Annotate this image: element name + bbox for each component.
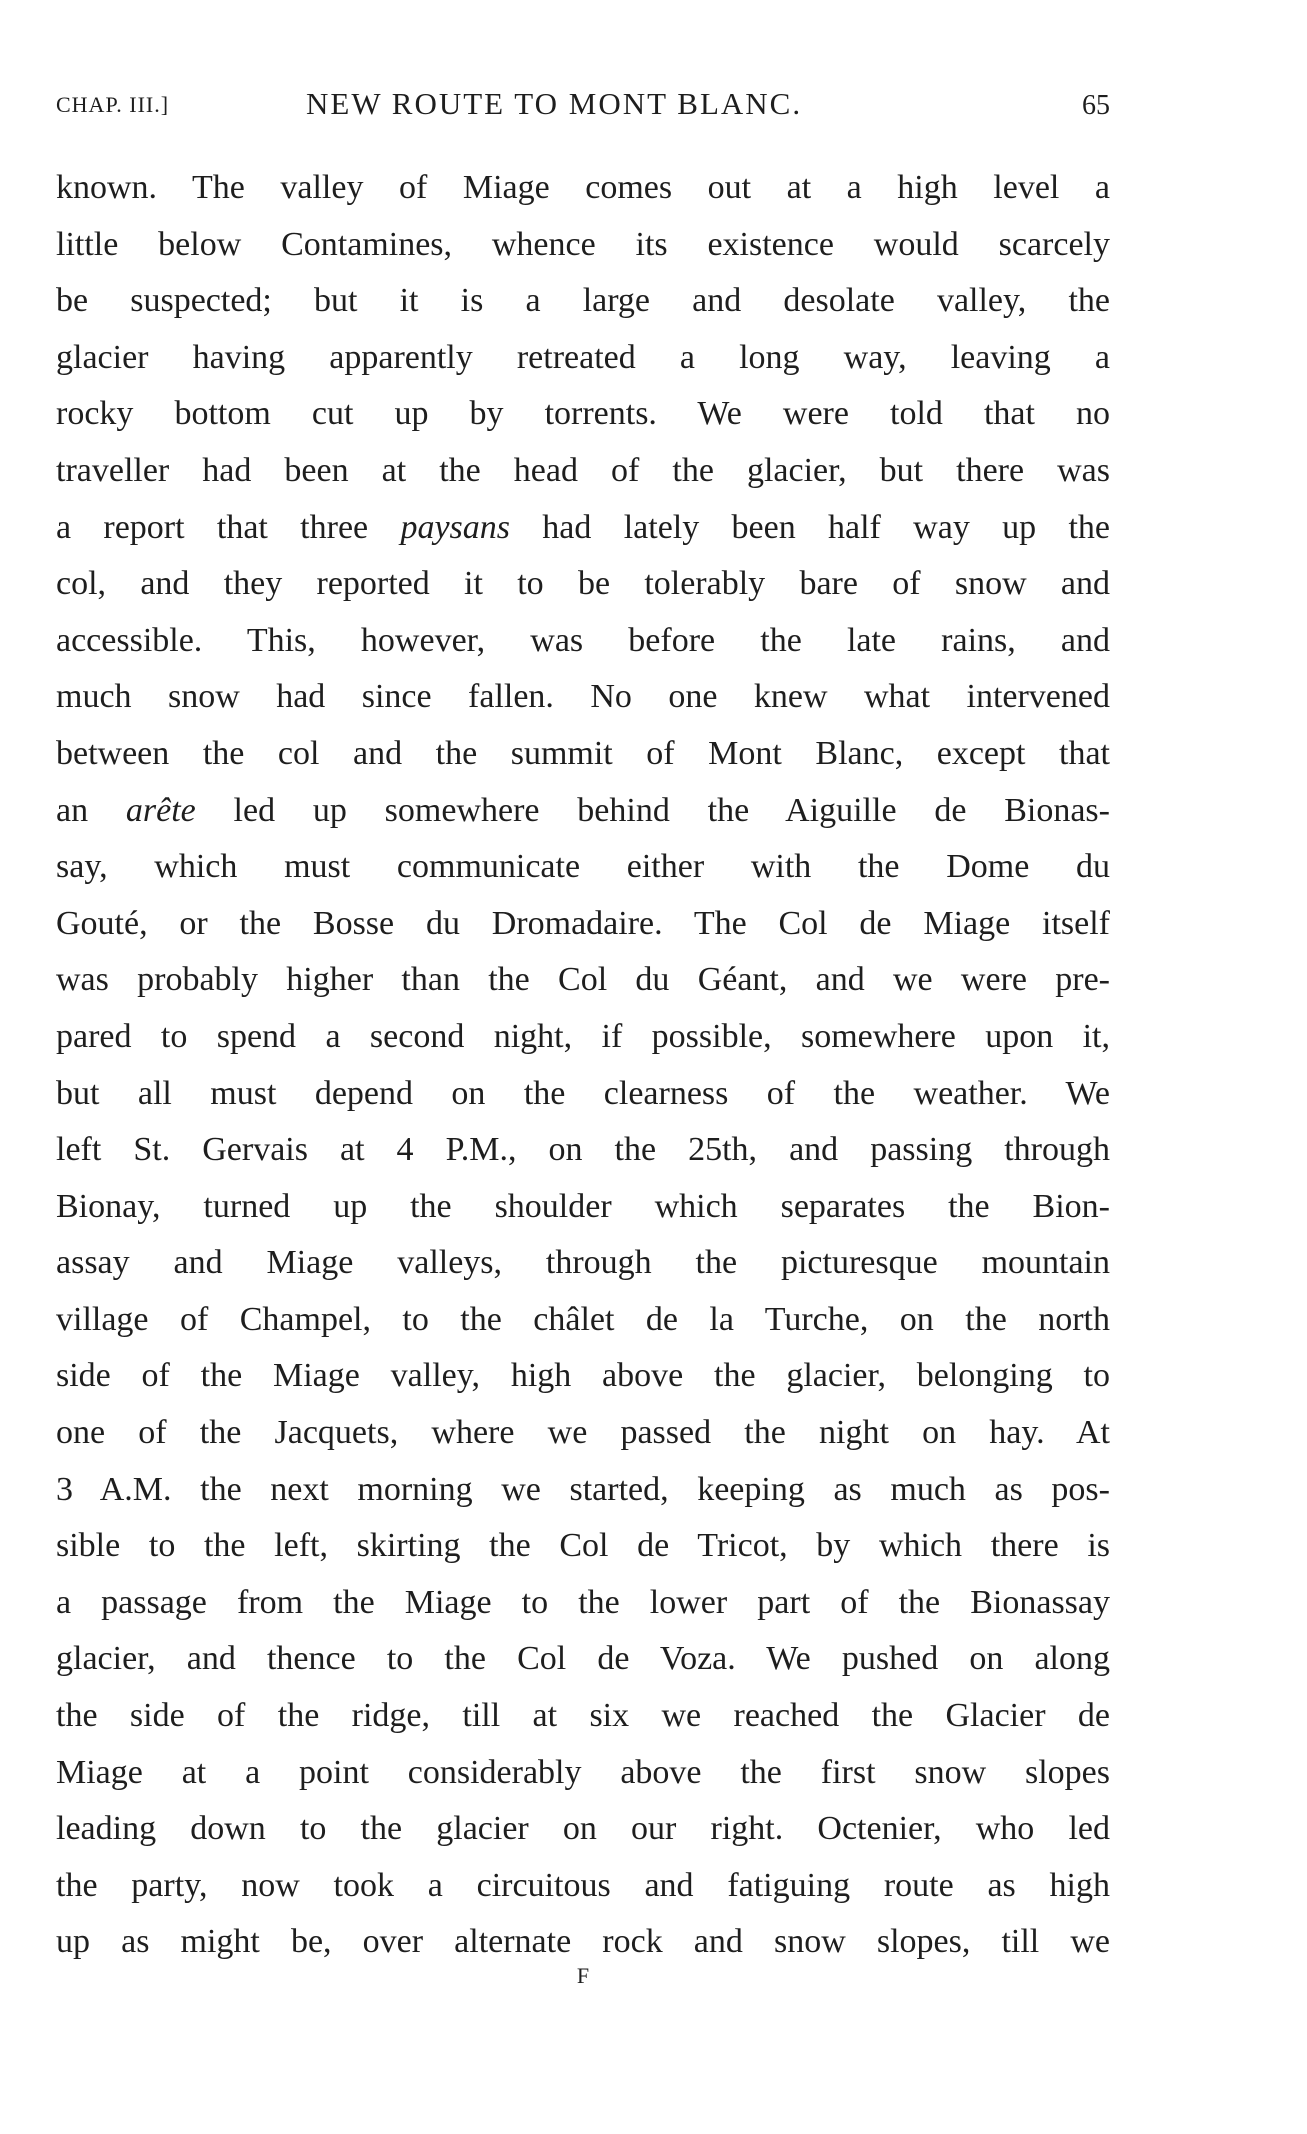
text-fragment: col, and they reported it to be tolerably bare of snow and <box>56 565 1110 603</box>
text-fragment: much snow had since fallen. No one knew what intervened <box>56 678 1110 716</box>
text-fragment: sible to the left, skirting the Col de Tricot, by which there is <box>56 1527 1110 1565</box>
text-fragment: led up somewhere behind the Aiguille de Bionas- <box>195 791 1110 829</box>
body-text <box>56 160 1110 1971</box>
text-line <box>56 1122 1110 1179</box>
text-line <box>56 726 1110 783</box>
running-head <box>56 86 1110 126</box>
text-line <box>56 1631 1110 1688</box>
text-fragment: rocky bottom cut up by torrents. We were told that no <box>56 395 1110 433</box>
text-line <box>56 1405 1110 1462</box>
text-fragment: side of the Miage valley, high above the glacier, belonging to <box>56 1357 1110 1395</box>
text-line <box>56 160 1110 217</box>
text-fragment: the side of the ridge, till at six we reached the Glacier de <box>56 1697 1110 1735</box>
text-fragment: left St. Gervais at 4 P.M., on the 25th, and passing through <box>56 1131 1110 1169</box>
text-fragment: say, which must communicate either with the Dome du <box>56 848 1110 886</box>
page-number: 65 <box>1082 90 1110 121</box>
text-line <box>56 1235 1110 1292</box>
text-fragment: pared to spend a second night, if possible, somewhere upon it, <box>56 1017 1110 1055</box>
text-line <box>56 217 1110 274</box>
text-fragment: a report that three <box>56 508 401 546</box>
text-line <box>56 1858 1110 1915</box>
text-line <box>56 330 1110 387</box>
text-line <box>56 613 1110 670</box>
text-line <box>56 783 1110 840</box>
italic-phrase: arête <box>125 791 196 829</box>
text-line <box>56 1801 1110 1858</box>
text-line <box>56 1688 1110 1745</box>
text-line <box>56 443 1110 500</box>
text-fragment: between the col and the summit of Mont Blanc, except that <box>56 734 1110 772</box>
text-fragment: assay and Miage valleys, through the picturesque mountain <box>56 1244 1110 1282</box>
text-line <box>56 896 1110 953</box>
text-line <box>56 386 1110 443</box>
text-fragment: leading down to the glacier on our right. Octenier, who led <box>56 1810 1110 1848</box>
text-line <box>56 1745 1110 1802</box>
text-fragment: known. The valley of Miage comes out at a high level a <box>56 169 1110 206</box>
text-line <box>56 1518 1110 1575</box>
text-line <box>56 839 1110 896</box>
chapter-label: CHAP. III.] <box>56 92 170 117</box>
text-line <box>56 1009 1110 1066</box>
text-line <box>56 1462 1110 1519</box>
text-line <box>56 1292 1110 1349</box>
text-fragment: village of Champel, to the châlet de la Turche, on the north <box>56 1300 1110 1338</box>
text-fragment: one of the Jacquets, where we passed the night on hay. At <box>56 1414 1110 1452</box>
text-fragment: traveller had been at the head of the glacier, but there was <box>56 451 1110 489</box>
text-fragment: glacier having apparently retreated a long way, leaving a <box>56 338 1110 376</box>
text-line <box>56 500 1110 557</box>
text-fragment: Miage at a point considerably above the first snow slopes <box>56 1753 1110 1791</box>
text-fragment: be suspected; but it is a large and desolate valley, the <box>56 282 1110 320</box>
text-fragment: Bionay, turned up the shoulder which separates the Bion- <box>56 1187 1110 1225</box>
text-fragment: glacier, and thence to the Col de Voza. We pushed on along <box>56 1640 1110 1678</box>
text-fragment: had lately been half way up the <box>510 508 1110 546</box>
text-line <box>56 556 1110 613</box>
running-title: NEW ROUTE TO MONT BLANC. <box>306 86 803 121</box>
text-fragment: up as might be, over alternate rock and snow slopes, till we <box>56 1923 1110 1961</box>
text-line <box>56 669 1110 726</box>
text-fragment: accessible. This, however, was before the late rains, and <box>56 621 1110 659</box>
text-line <box>56 1179 1110 1236</box>
text-fragment: the party, now took a circuitous and fatiguing route as high <box>56 1866 1110 1904</box>
text-fragment: was probably higher than the Col du Géant, and we were pre- <box>56 961 1110 999</box>
italic-phrase: paysans <box>400 508 510 546</box>
text-fragment: an <box>56 791 126 829</box>
text-fragment: a passage from the Miage to the lower part of the Bionassay <box>56 1583 1110 1621</box>
text-fragment: Gouté, or the Bosse du Dromadaire. The Col de Miage itself <box>56 904 1110 942</box>
text-line <box>56 952 1110 1009</box>
text-line <box>56 1066 1110 1123</box>
text-line <box>56 1575 1110 1632</box>
text-line <box>56 1348 1110 1405</box>
text-line <box>56 273 1110 330</box>
text-fragment: 3 A.M. the next morning we started, keeping as much as pos- <box>56 1470 1110 1508</box>
text-fragment: but all must depend on the clearness of the weather. We <box>56 1074 1110 1112</box>
signature-mark: F <box>576 1963 590 1988</box>
text-fragment: little below Contamines, whence its existence would scarcely <box>56 225 1110 263</box>
